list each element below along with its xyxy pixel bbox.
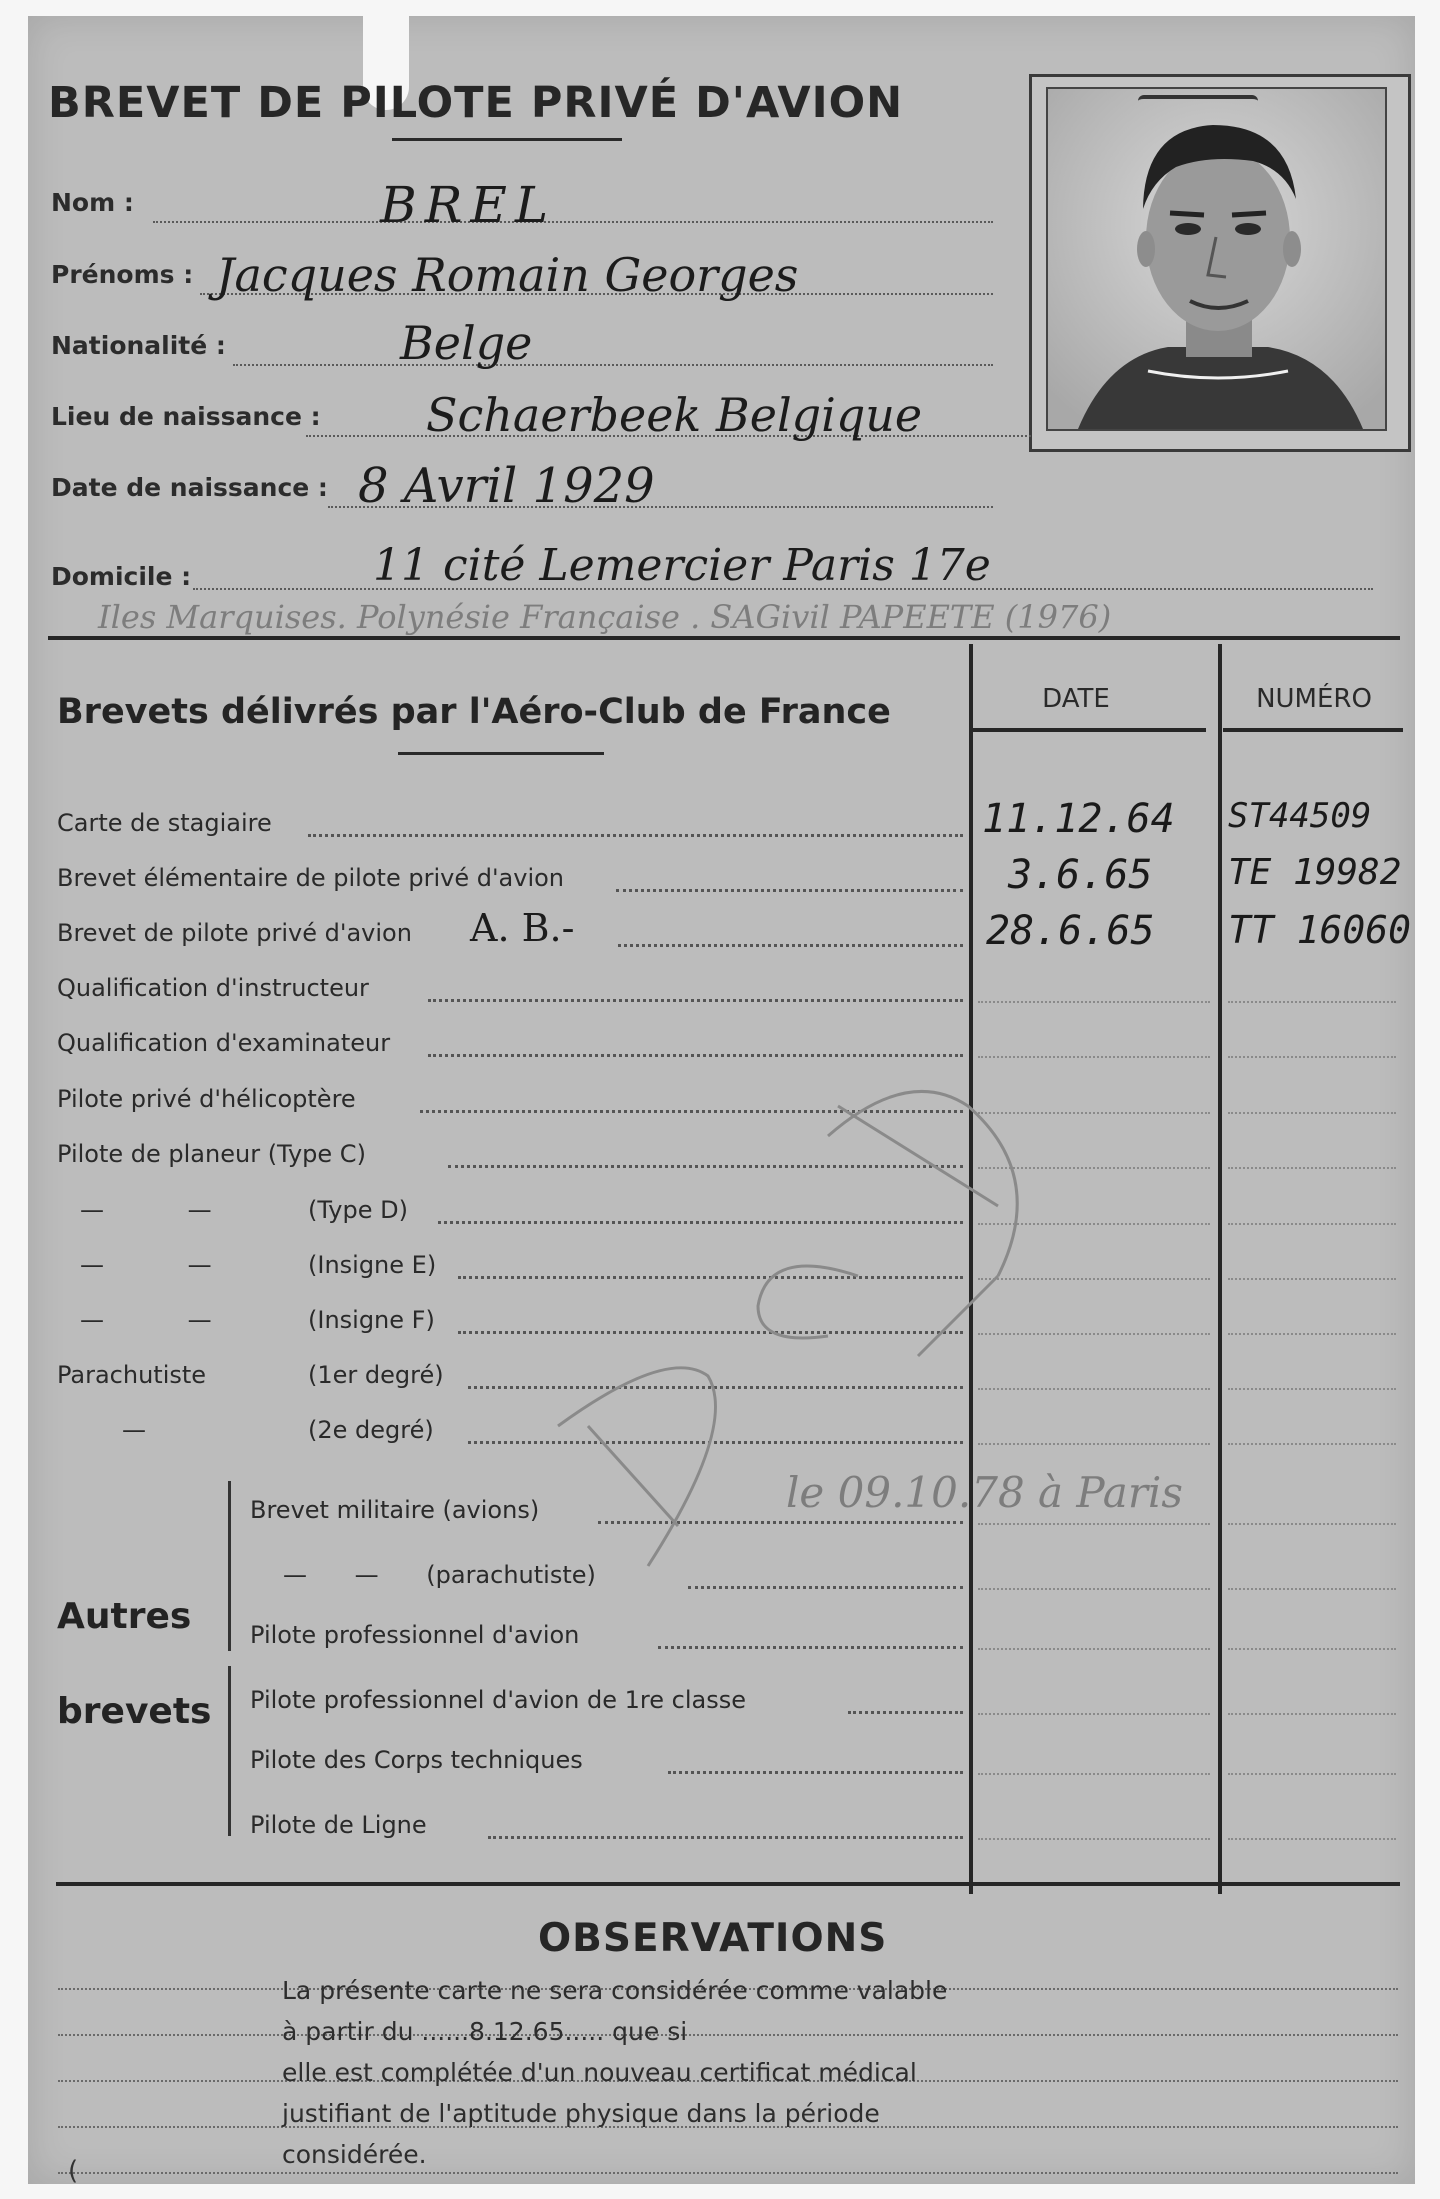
- autres-row-label: — — (parachutiste): [283, 1561, 596, 1589]
- brevet-row-label: (Insigne F): [308, 1306, 435, 1334]
- autres-bracket-top: [228, 1481, 231, 1651]
- validity-stamp-line: à partir du ......8.12.65..... que si: [282, 2017, 688, 2046]
- validity-stamp-line: considérée.: [282, 2140, 427, 2169]
- brevet-prive-numero: TT 16060: [1228, 908, 1412, 952]
- table-divider-right: [1218, 644, 1222, 1894]
- nationalite-value: Belge: [400, 316, 533, 370]
- domicile-pencil-note: Iles Marquises. Polynésie Française . SAGivil PAPEETE (1976): [98, 598, 1112, 636]
- nationalite-label: Nationalité :: [51, 331, 226, 360]
- brevet-militaire-pencil-note: le 09.10.78 à Paris: [786, 1468, 1183, 1517]
- validity-stamp-line: La présente carte ne sera considérée comme valable: [282, 1976, 948, 2005]
- lieu-naissance-label: Lieu de naissance :: [51, 402, 321, 431]
- date-header-rule: [969, 728, 1206, 732]
- date-cell-line: [978, 1773, 1210, 1775]
- brevet-row-label: (2e degré): [308, 1416, 434, 1444]
- numero-cell-line: [1228, 1223, 1396, 1225]
- brevet-elementaire-numero: TE 19982: [1228, 852, 1402, 893]
- brevet-row-label: (Type D): [308, 1196, 408, 1224]
- title-underline: [392, 138, 622, 141]
- document-title: BREVET DE PILOTE PRIVÉ D'AVION: [48, 78, 904, 128]
- carte-stagiaire-date: 11.12.64: [982, 796, 1175, 842]
- brevet-row-label: Qualification d'instructeur: [57, 974, 369, 1002]
- brevet-row-label: (Insigne E): [308, 1251, 437, 1279]
- brevet-row-label: Carte de stagiaire: [57, 809, 272, 837]
- nationalite-line: [233, 364, 993, 366]
- autres-label: Autres: [57, 1596, 192, 1637]
- ditto-dashes: — —: [80, 1251, 250, 1279]
- observations-divider: [56, 1882, 1400, 1886]
- autres-row-label: Brevet militaire (avions): [250, 1496, 540, 1524]
- portrait-illustration: [1048, 89, 1385, 429]
- ditto-dashes: — —: [80, 1196, 250, 1224]
- numero-cell-line: [1228, 1523, 1396, 1525]
- brevet-prive-date: 28.6.65: [986, 908, 1155, 954]
- brevet-row-label: Brevet de pilote privé d'avion: [57, 919, 412, 947]
- numero-cell-line: [1228, 1278, 1396, 1280]
- pencil-initials-mark: [528, 1046, 1068, 1606]
- numero-cell-line: [1228, 1773, 1396, 1775]
- brevets-label: brevets: [57, 1691, 212, 1732]
- numero-cell-line: [1228, 1001, 1396, 1003]
- section-underline: [398, 752, 604, 755]
- id-photo: [1046, 87, 1387, 431]
- numero-cell-line: [1228, 1388, 1396, 1390]
- date-naissance-label: Date de naissance :: [51, 473, 328, 502]
- numero-cell-line: [1228, 1112, 1396, 1114]
- section-divider: [48, 636, 1400, 640]
- brevet-row-label: Pilote de planeur (Type C): [57, 1140, 366, 1168]
- row-leader: [618, 944, 963, 947]
- carte-stagiaire-numero: ST44509: [1228, 796, 1372, 836]
- brevet-row-sub: (1er degré): [308, 1361, 444, 1389]
- date-cell-line: [978, 1001, 1210, 1003]
- row-leader: [428, 999, 963, 1002]
- numero-cell-line: [1228, 1333, 1396, 1335]
- autres-bracket-bottom: [228, 1666, 231, 1836]
- row-leader: [668, 1771, 963, 1774]
- numero-column-header: NUMÉRO: [1256, 684, 1372, 714]
- date-cell-line: [978, 1648, 1210, 1650]
- brevet-row-label: Pilote privé d'hélicoptère: [57, 1085, 356, 1113]
- observation-line: [58, 2172, 1398, 2174]
- validity-stamp-line: elle est complétée d'un nouveau certificat médical: [282, 2058, 917, 2087]
- numero-cell-line: [1228, 1588, 1396, 1590]
- row-leader: [616, 889, 963, 892]
- lieu-naissance-value: Schaerbeek Belgique: [426, 388, 923, 442]
- numero-cell-line: [1228, 1056, 1396, 1058]
- validity-stamp-line: justifiant de l'aptitude physique dans la période: [282, 2099, 880, 2128]
- pilot-license-card: [28, 16, 1415, 2184]
- brevet-row-label: Parachutiste: [57, 1361, 207, 1389]
- brevet-row-label: Qualification d'examinateur: [57, 1029, 391, 1057]
- domicile-label: Domicile :: [51, 562, 192, 591]
- date-cell-line: [978, 1838, 1210, 1840]
- autres-row-label: Pilote professionnel d'avion: [250, 1621, 580, 1649]
- date-naissance-value: 8 Avril 1929: [358, 458, 655, 514]
- ditto-dashes: — —: [80, 1306, 250, 1334]
- numero-cell-line: [1228, 1167, 1396, 1169]
- date-cell-line: [978, 1713, 1210, 1715]
- observation-line: [58, 2034, 1398, 2036]
- numero-header-rule: [1223, 728, 1403, 732]
- autres-row-label: Pilote de Ligne: [250, 1811, 427, 1839]
- brevet-row-label: Brevet élémentaire de pilote privé d'avion: [57, 864, 565, 892]
- prenoms-value: Jacques Romain Georges: [216, 248, 799, 302]
- corner-mark: (: [68, 2156, 79, 2186]
- numero-cell-line: [1228, 1648, 1396, 1650]
- nom-label: Nom :: [51, 188, 134, 217]
- nom-line: [153, 221, 993, 223]
- row-leader: [308, 834, 963, 837]
- prenoms-label: Prénoms :: [51, 260, 194, 289]
- numero-cell-line: [1228, 1838, 1396, 1840]
- photo-clip: [1138, 95, 1258, 109]
- domicile-value: 11 cité Lemercier Paris 17e: [373, 540, 991, 591]
- numero-cell-line: [1228, 1443, 1396, 1445]
- autres-row-label: Pilote professionnel d'avion de 1re classe: [250, 1686, 746, 1714]
- observations-title: OBSERVATIONS: [538, 1916, 888, 1961]
- date-column-header: DATE: [1042, 684, 1110, 714]
- row-leader: [488, 1836, 963, 1839]
- brevet-elementaire-date: 3.6.65: [1008, 852, 1153, 898]
- brevets-section-title: Brevets délivrés par l'Aéro-Club de France: [57, 692, 891, 732]
- row-leader: [658, 1646, 963, 1649]
- id-photo-frame: [1029, 74, 1411, 452]
- autres-row-label: Pilote des Corps techniques: [250, 1746, 583, 1774]
- brevet-prive-annotation: A. B.-: [470, 906, 575, 950]
- ditto-dashes: —: [122, 1416, 146, 1444]
- row-leader: [848, 1711, 963, 1714]
- nom-value: BREL: [380, 176, 557, 234]
- numero-cell-line: [1228, 1713, 1396, 1715]
